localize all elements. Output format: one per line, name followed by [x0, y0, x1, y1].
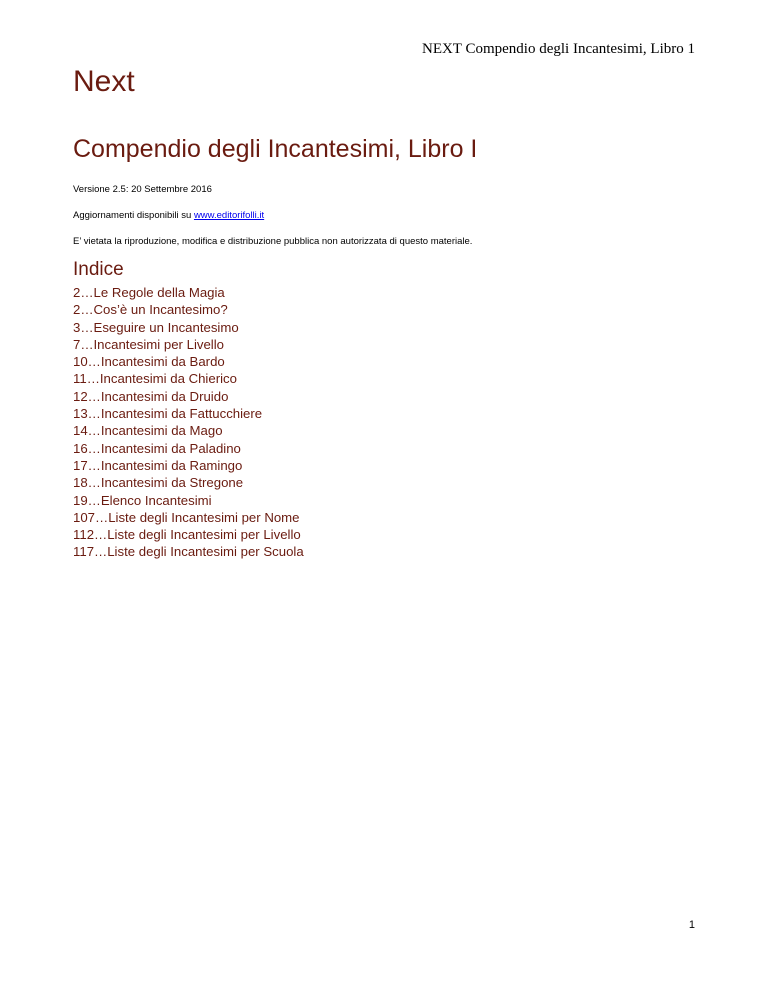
toc-item[interactable]: 112…Liste degli Incantesimi per Livello — [73, 527, 301, 543]
rights-notice: E’ vietata la riproduzione, modifica e distribuzione pubblica non autorizzata di questo materiale. — [73, 236, 473, 247]
toc-item[interactable]: 2…Cos’è un Incantesimo? — [73, 302, 228, 318]
toc-item[interactable]: 3…Eseguire un Incantesimo — [73, 319, 239, 335]
toc-item[interactable]: 17…Incantesimi da Ramingo — [73, 457, 243, 473]
toc-heading: Indice — [73, 259, 124, 280]
running-header: NEXT Compendio degli Incantesimi, Libro 1 — [421, 41, 695, 57]
document-title: Next — [73, 65, 135, 98]
toc-item[interactable]: 16…Incantesimi da Paladino — [73, 440, 241, 456]
document-subtitle: Compendio degli Incantesimi, Libro I — [73, 135, 478, 163]
toc-item[interactable]: 19…Elenco Incantesimi — [73, 492, 212, 508]
toc-item[interactable]: 7…Incantesimi per Livello — [73, 336, 224, 352]
toc-item[interactable]: 14…Incantesimi da Mago — [73, 423, 223, 439]
updates-line — [73, 210, 264, 222]
website-link[interactable]: www.editorifolli.it — [193, 210, 265, 221]
updates-prefix: Aggiornamenti disponibili su — [73, 210, 194, 221]
toc-item[interactable]: 10…Incantesimi da Bardo — [73, 354, 225, 370]
toc-item[interactable]: 11…Incantesimi da Chierico — [73, 371, 237, 387]
table-of-contents — [73, 284, 304, 561]
toc-item[interactable]: 107…Liste degli Incantesimi per Nome — [73, 509, 300, 525]
toc-item[interactable]: 12…Incantesimi da Druido — [73, 388, 229, 404]
version-line: Versione 2.5: 20 Settembre 2016 — [73, 184, 212, 195]
toc-item[interactable]: 117…Liste degli Incantesimi per Scuola — [73, 544, 304, 560]
page-number: 1 — [688, 919, 695, 931]
toc-item[interactable]: 18…Incantesimi da Stregone — [73, 475, 244, 491]
toc-item[interactable]: 2…Le Regole della Magia — [73, 285, 225, 300]
toc-item[interactable]: 13…Incantesimi da Fattucchiere — [73, 406, 263, 422]
